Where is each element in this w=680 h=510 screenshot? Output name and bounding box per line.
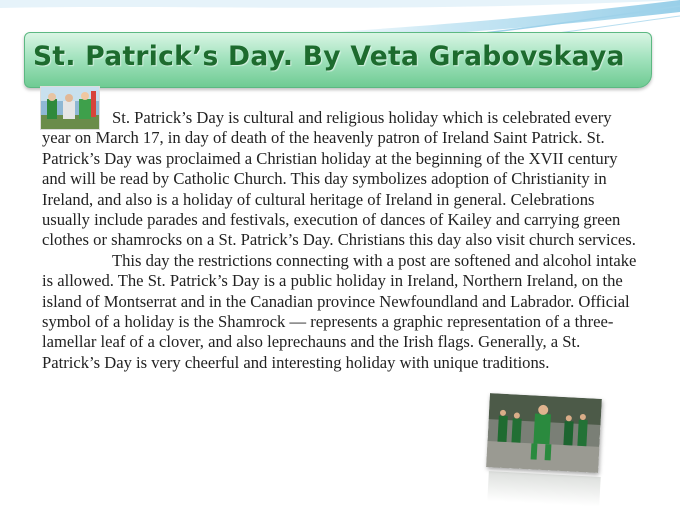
body-text	[42, 108, 642, 373]
paragraph-2: This day the restrictions connecting with a post are softened and alcohol intake is allowed. The St. Patrick’s Day is a public holiday in Ireland, Northern Ireland, on the island of Montserrat and in the Canadian province Newfoundland and Labrador. Official symbol of a holiday is the Shamrock — represents a graphic representation of a three-lamellar leaf of a clover, and also leprechauns and the Irish flags. Generally, a St. Patrick’s Day is very cheerful and interesting holiday with unique traditions.	[42, 250, 637, 372]
slide-title: St. Patrick’s Day. By Veta Grabovskaya	[33, 41, 625, 72]
paragraph-1: St. Patrick’s Day is cultural and religious holiday which is celebrated every year on March 17, in day of death of the heavenly patron of Ireland Saint Patrick. St. Patrick’s Day was proclaimed a Christian holiday at the beginning of the XVII century and will be read by Catholic Church. This day symbolizes adoption of Christianity in Ireland, and also is a holiday of cultural heritage of Ireland in general. Celebrations usually include parades and festivals, execution of dances of Kailey and carrying green clothes or shamrocks on a St. Patrick’s Day. Christians this day also visit church services.	[42, 108, 636, 250]
photo-reflection	[487, 471, 600, 507]
title-banner	[24, 32, 652, 88]
dancers-photo	[486, 393, 602, 473]
